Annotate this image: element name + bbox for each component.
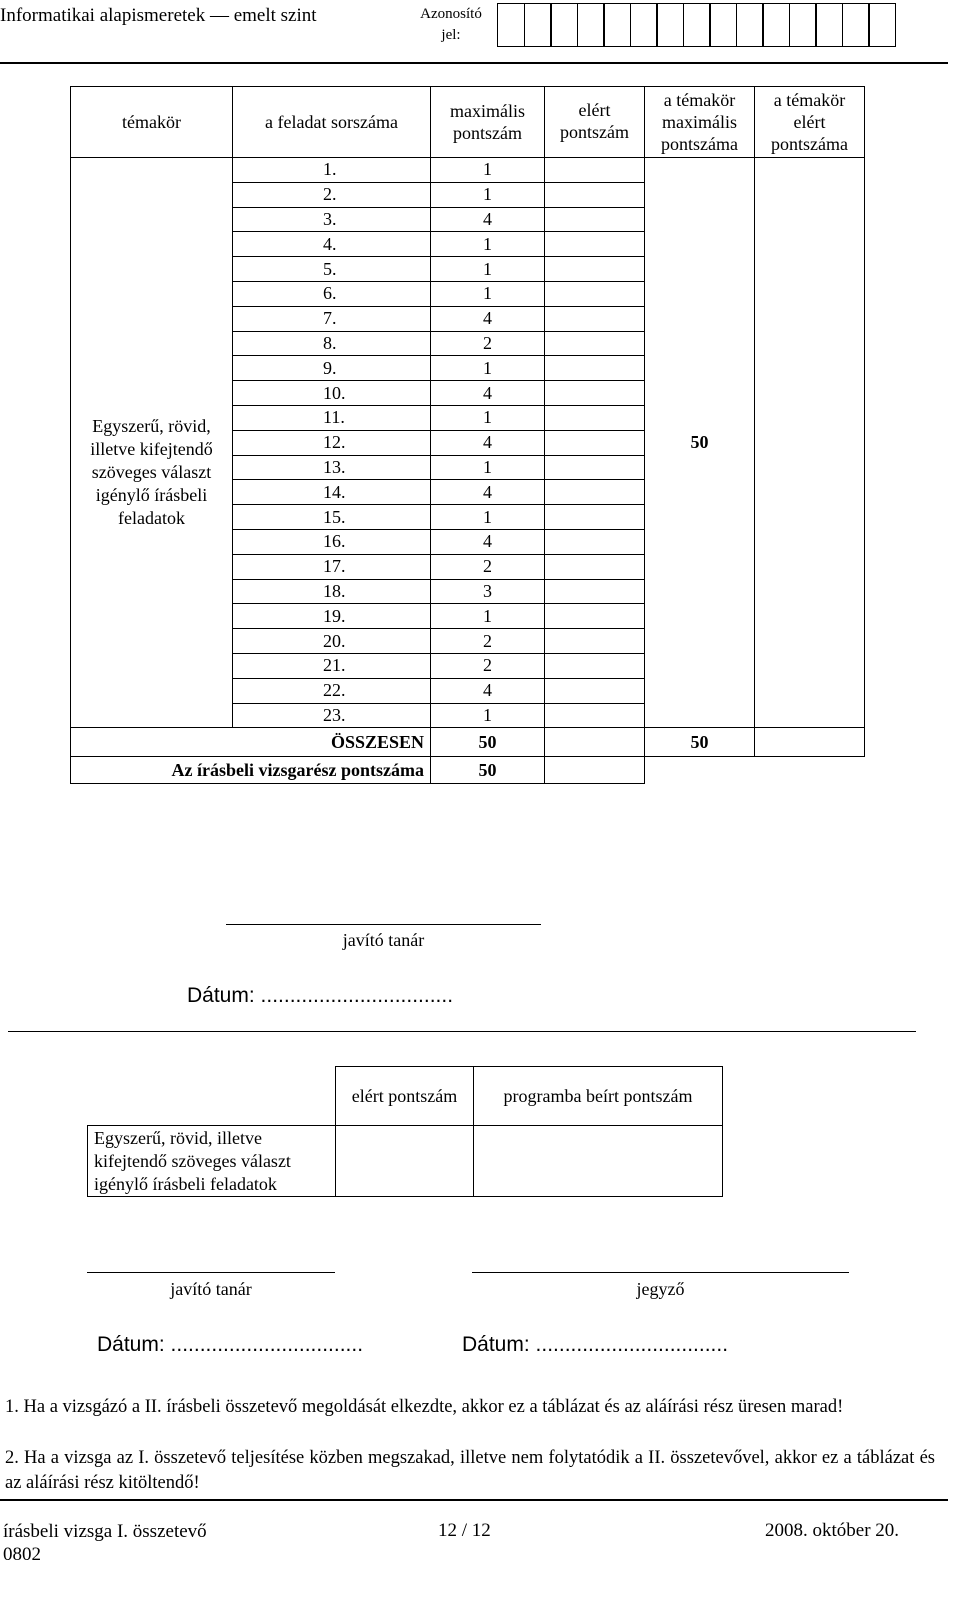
header-rule <box>0 62 948 64</box>
task-number: 11. <box>233 405 431 430</box>
col-header-topic-max <box>645 87 755 158</box>
identifier-box[interactable] <box>789 3 817 47</box>
task-number: 23. <box>233 703 431 728</box>
task-max-points: 4 <box>431 678 545 703</box>
identifier-box[interactable] <box>815 3 843 47</box>
task-achieved-cell[interactable] <box>545 257 645 282</box>
identifier-box[interactable] <box>630 3 658 47</box>
task-max-points: 1 <box>431 604 545 629</box>
task-max-points: 1 <box>431 281 545 306</box>
task-number: 6. <box>233 281 431 306</box>
task-number: 1. <box>233 158 431 183</box>
task-achieved-cell[interactable] <box>545 381 645 406</box>
total-row <box>71 728 865 757</box>
col-header-topic-max-line1: a témakör <box>663 90 736 110</box>
col-header-topic-achieved-line1: a témakör <box>773 90 846 110</box>
signature-line <box>87 1272 335 1273</box>
task-achieved-cell[interactable] <box>545 480 645 505</box>
date-field[interactable]: Dátum: ................................. <box>187 984 454 1007</box>
task-max-points: 4 <box>431 430 545 455</box>
empty-cell <box>88 1067 336 1126</box>
task-number: 20. <box>233 629 431 654</box>
topic-achieved-cell[interactable] <box>755 158 865 728</box>
date-field[interactable]: Dátum: ................................. <box>97 1333 364 1356</box>
task-max-points: 4 <box>431 381 545 406</box>
task-achieved-cell[interactable] <box>545 455 645 480</box>
task-number: 15. <box>233 505 431 530</box>
topic-line: illetve kifejtendő <box>90 439 213 460</box>
footer-code: 0802 <box>3 1544 41 1565</box>
identifier-box[interactable] <box>497 3 525 47</box>
task-number: 7. <box>233 306 431 331</box>
entry-row-label-line1: Egyszerű, rövid, illetve <box>94 1127 262 1148</box>
task-number: 2. <box>233 182 431 207</box>
task-achieved-cell[interactable] <box>545 430 645 455</box>
note-1: 1. Ha a vizsgázó a II. írásbeli összetevő megoldását elkezdte, akkor ez a táblázat és az aláírási rész üresen marad! <box>5 1397 844 1417</box>
identifier-boxes <box>497 3 896 47</box>
written-total-label: Az írásbeli vizsgarész pontszáma <box>71 757 431 784</box>
col-header-max-points <box>431 87 545 158</box>
task-number: 13. <box>233 455 431 480</box>
signature-line <box>472 1272 849 1273</box>
empty-cell <box>645 757 755 784</box>
task-achieved-cell[interactable] <box>545 629 645 654</box>
col-header-topic-max-line3: pontszáma <box>661 134 738 154</box>
identifier-box[interactable] <box>577 3 605 47</box>
col-header-achieved-line2: pontszám <box>560 122 629 142</box>
written-total-value: 50 <box>431 757 545 784</box>
task-max-points: 4 <box>431 207 545 232</box>
entry-row-label <box>88 1126 336 1197</box>
task-achieved-cell[interactable] <box>545 182 645 207</box>
identifier-box[interactable] <box>842 3 870 47</box>
identifier-box[interactable] <box>762 3 790 47</box>
task-row <box>71 158 865 183</box>
col-header-achieved-points <box>545 87 645 158</box>
footer-left <box>3 1520 207 1566</box>
entry-table-header-row <box>88 1067 723 1126</box>
task-max-points: 2 <box>431 653 545 678</box>
task-achieved-cell[interactable] <box>545 281 645 306</box>
task-max-points: 1 <box>431 505 545 530</box>
task-number: 9. <box>233 356 431 381</box>
task-achieved-cell[interactable] <box>545 306 645 331</box>
task-number: 21. <box>233 653 431 678</box>
task-achieved-cell[interactable] <box>545 405 645 430</box>
task-achieved-cell[interactable] <box>545 232 645 257</box>
score-table <box>70 86 865 784</box>
col-header-topic-achieved-line3: pontszáma <box>771 134 848 154</box>
score-table-header-row <box>71 87 865 158</box>
task-number: 19. <box>233 604 431 629</box>
task-number: 4. <box>233 232 431 257</box>
footer-date: 2008. október 20. <box>765 1520 900 1541</box>
task-max-points: 3 <box>431 579 545 604</box>
col-header-task-number: a feladat sorszáma <box>233 87 431 158</box>
task-number: 10. <box>233 381 431 406</box>
task-max-points: 1 <box>431 405 545 430</box>
total-topic-max-value: 50 <box>645 728 755 757</box>
identifier-box[interactable] <box>709 3 737 47</box>
total-max-value: 50 <box>431 728 545 757</box>
task-max-points: 4 <box>431 529 545 554</box>
total-achieved-cell[interactable] <box>545 728 645 757</box>
col-header-max-points-line1: maximális <box>450 101 525 121</box>
total-topic-achieved-cell[interactable] <box>755 728 865 757</box>
col-header-achieved-points: elért pontszám <box>336 1067 474 1126</box>
entry-row-label-line3: igénylő írásbeli feladatok <box>94 1173 277 1194</box>
col-header-topic-achieved <box>755 87 865 158</box>
identifier-box[interactable] <box>524 3 552 47</box>
task-number: 16. <box>233 529 431 554</box>
identifier-label-line2: jel: <box>441 27 461 43</box>
task-number: 3. <box>233 207 431 232</box>
footer-rule <box>0 1499 948 1501</box>
signature-line <box>226 924 541 925</box>
task-max-points: 2 <box>431 331 545 356</box>
identifier-box[interactable] <box>603 3 631 47</box>
task-max-points: 1 <box>431 158 545 183</box>
task-number: 12. <box>233 430 431 455</box>
task-achieved-cell[interactable] <box>545 505 645 530</box>
task-number: 18. <box>233 579 431 604</box>
written-total-achieved-cell[interactable] <box>545 757 645 784</box>
task-number: 22. <box>233 678 431 703</box>
signature-label-teacher: javító tanár <box>170 1279 252 1299</box>
task-max-points: 4 <box>431 480 545 505</box>
identifier-box[interactable] <box>550 3 578 47</box>
identifier-box[interactable] <box>736 3 764 47</box>
col-header-topic: témakör <box>71 87 233 158</box>
signature-label-teacher: javító tanár <box>342 930 425 950</box>
col-header-achieved-line1: elért <box>578 100 611 120</box>
task-max-points: 2 <box>431 629 545 654</box>
identifier-box[interactable] <box>656 3 684 47</box>
task-number: 5. <box>233 257 431 282</box>
col-header-program-points: programba beírt pontszám <box>474 1067 723 1126</box>
task-max-points: 1 <box>431 232 545 257</box>
signature-label-clerk: jegyző <box>636 1279 685 1299</box>
col-header-max-points-line2: pontszám <box>453 123 522 143</box>
section-divider <box>8 1031 916 1032</box>
total-label: ÖSSZESEN <box>71 728 431 757</box>
col-header-topic-max-line2: maximális <box>662 112 737 132</box>
task-number: 8. <box>233 331 431 356</box>
task-max-points: 1 <box>431 455 545 480</box>
task-achieved-cell[interactable] <box>545 158 645 183</box>
topic-line: feladatok <box>118 508 185 529</box>
task-achieved-cell[interactable] <box>545 678 645 703</box>
topic-line: szöveges választ <box>91 462 212 483</box>
task-max-points: 1 <box>431 182 545 207</box>
task-achieved-cell[interactable] <box>545 331 645 356</box>
task-achieved-cell[interactable] <box>545 554 645 579</box>
achieved-points-cell[interactable] <box>336 1126 474 1197</box>
task-achieved-cell[interactable] <box>545 579 645 604</box>
task-max-points: 1 <box>431 356 545 381</box>
task-achieved-cell[interactable] <box>545 604 645 629</box>
topic-line: igénylő írásbeli <box>95 485 208 506</box>
empty-cell <box>755 757 865 784</box>
task-achieved-cell[interactable] <box>545 207 645 232</box>
footer-exam-part: írásbeli vizsga I. összetevő <box>3 1521 207 1542</box>
col-header-topic-achieved-line2: elért <box>793 112 826 132</box>
written-total-row <box>71 757 865 784</box>
task-max-points: 1 <box>431 257 545 282</box>
date-field[interactable]: Dátum: ................................. <box>462 1333 729 1356</box>
identifier-label <box>412 4 490 46</box>
task-max-points: 2 <box>431 554 545 579</box>
entry-table-row <box>88 1126 723 1197</box>
document-header-title: Informatikai alapismeretek — emelt szint <box>0 5 317 26</box>
task-max-points: 1 <box>431 703 545 728</box>
entry-row-label-line2: kifejtendő szöveges választ <box>94 1150 291 1171</box>
topic-max-value: 50 <box>645 158 755 728</box>
identifier-box[interactable] <box>683 3 711 47</box>
footer-page-number: 12 / 12 <box>438 1520 491 1541</box>
program-points-cell[interactable] <box>474 1126 723 1197</box>
task-max-points: 4 <box>431 306 545 331</box>
note-2: 2. Ha a vizsga az I. összetevő teljesítése közben megszakad, illetve nem folytatódik a II. összetevővel, akkor ez a táblázat és az aláírási rész kitöltendő! <box>5 1448 935 1493</box>
topic-line: Egyszerű, rövid, <box>92 416 211 437</box>
identifier-label-line1: Azonosító <box>420 6 482 22</box>
task-achieved-cell[interactable] <box>545 653 645 678</box>
topic-cell <box>71 158 233 728</box>
task-number: 14. <box>233 480 431 505</box>
task-achieved-cell[interactable] <box>545 529 645 554</box>
task-achieved-cell[interactable] <box>545 356 645 381</box>
task-number: 17. <box>233 554 431 579</box>
entry-table <box>87 1066 723 1197</box>
task-achieved-cell[interactable] <box>545 703 645 728</box>
identifier-box[interactable] <box>868 3 896 47</box>
